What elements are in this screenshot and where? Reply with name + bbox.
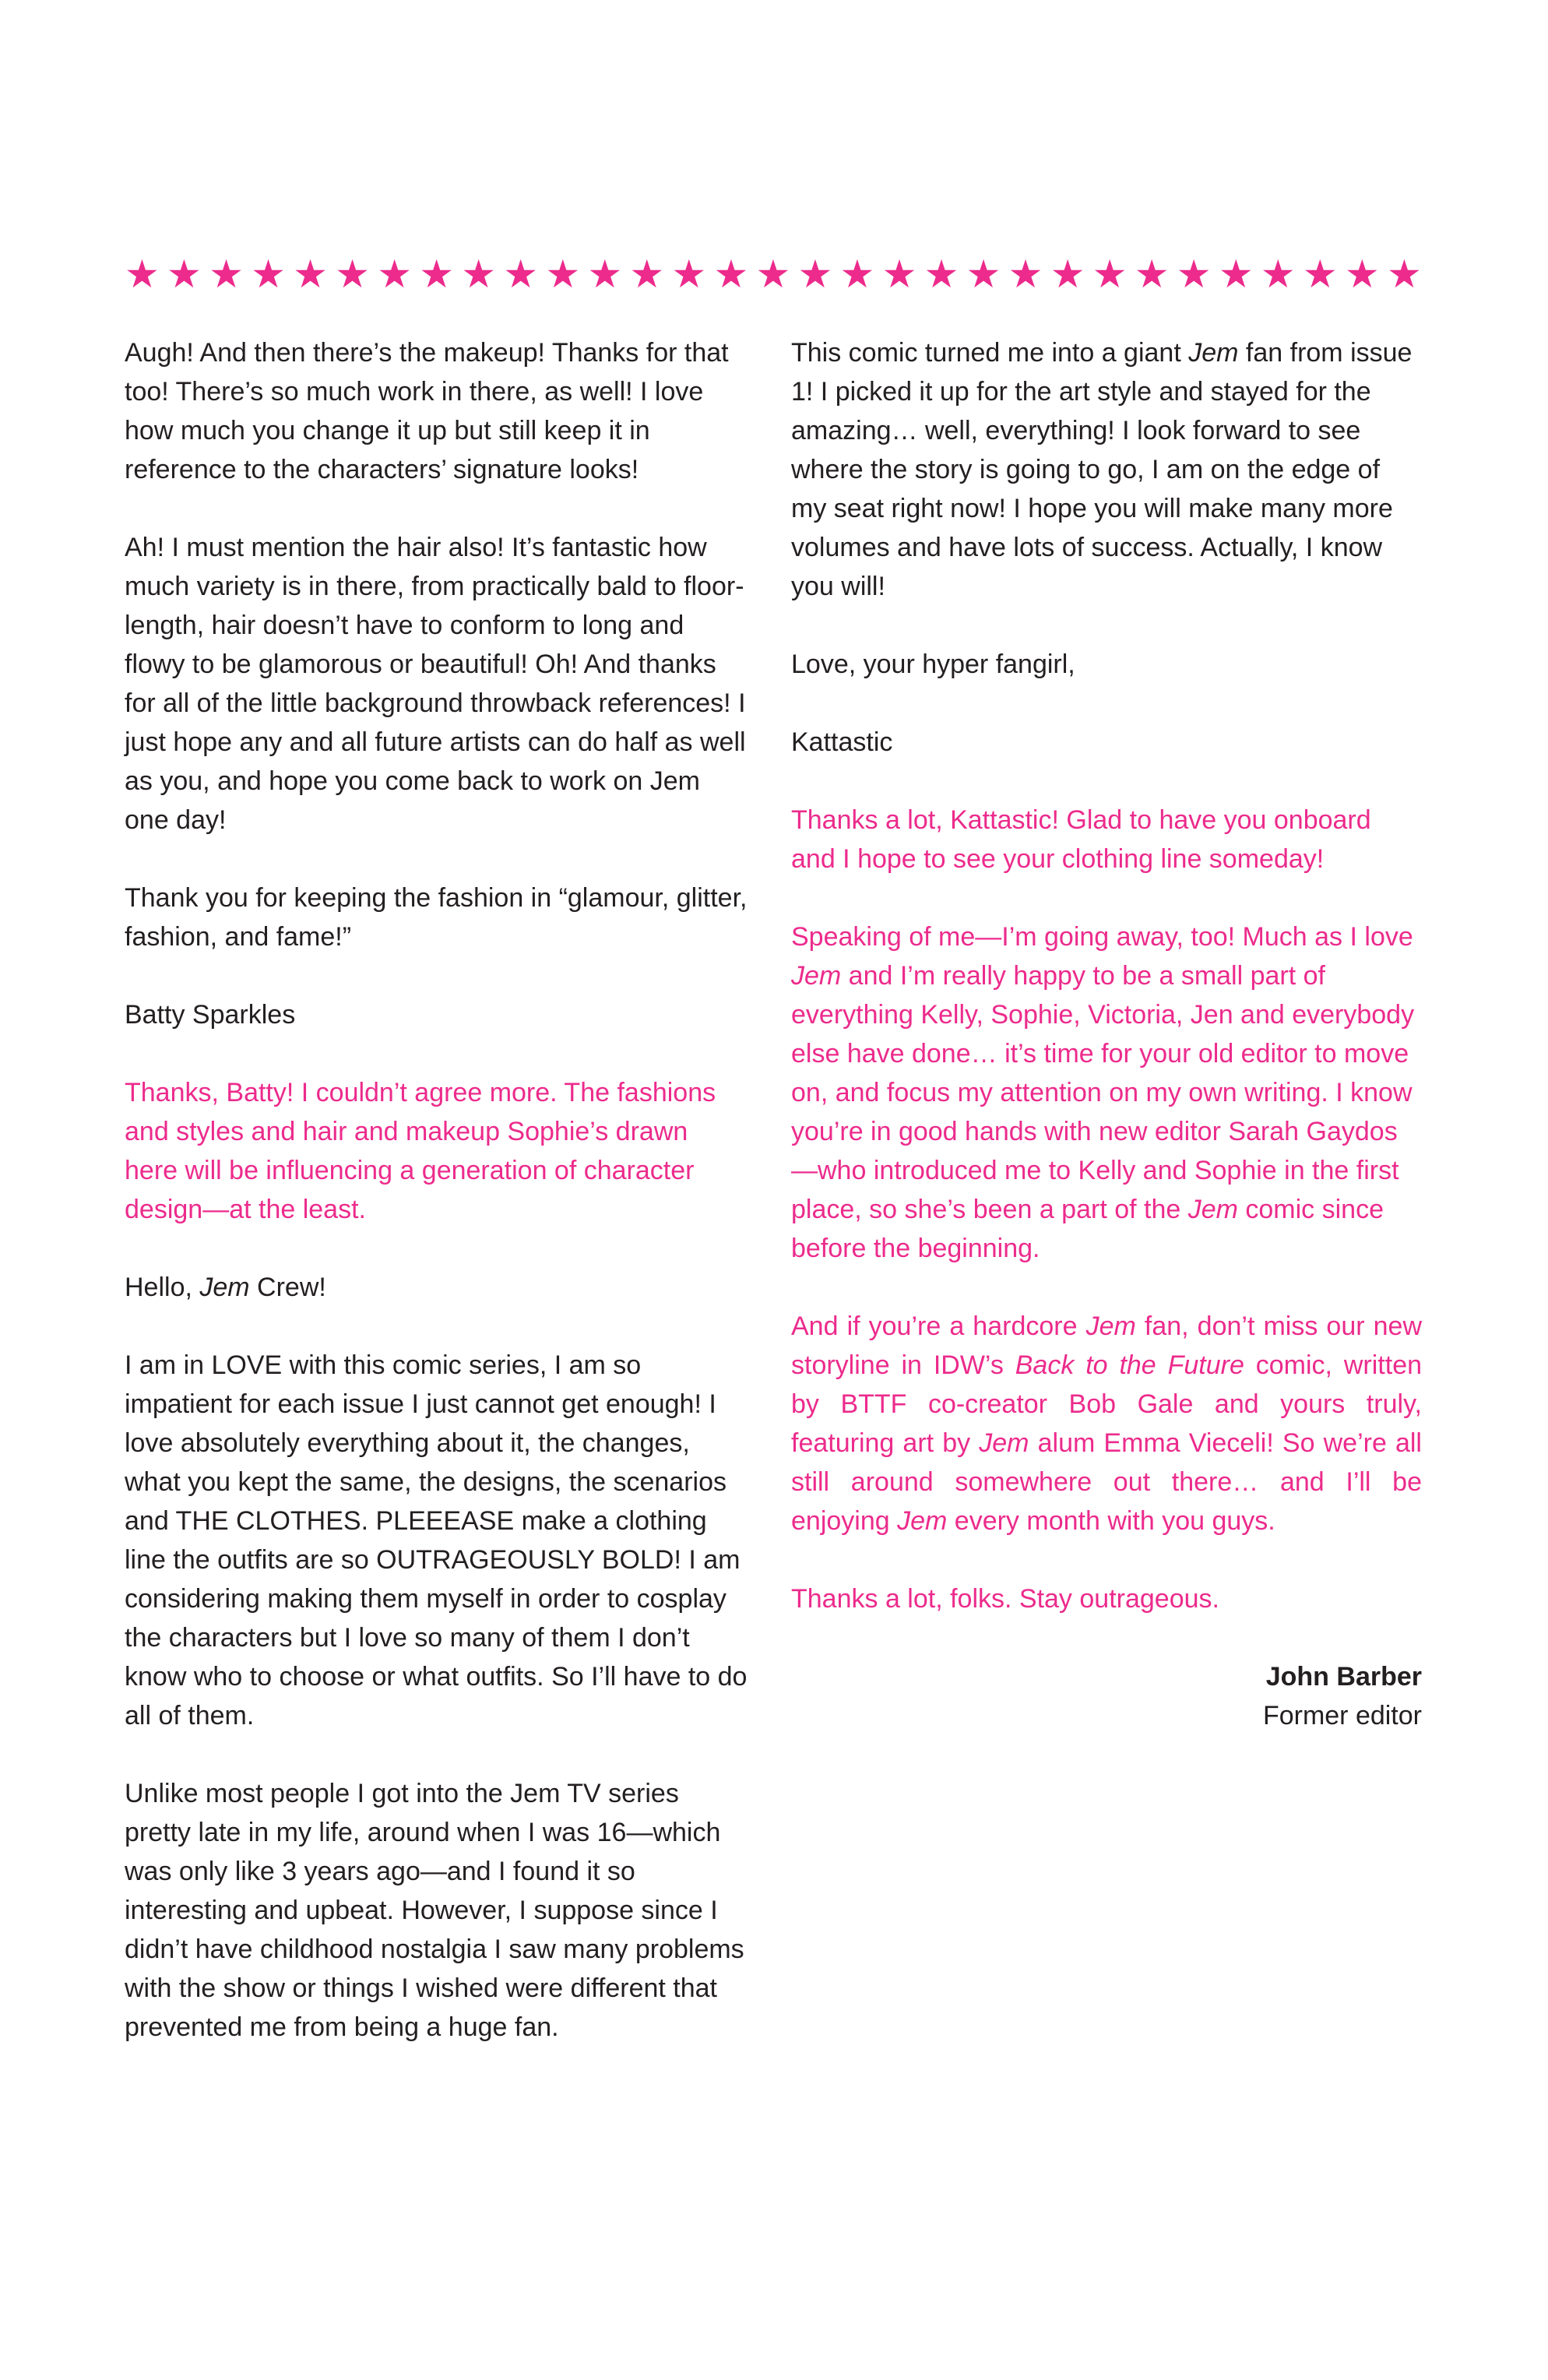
star-icon: ★ (713, 252, 749, 296)
star-icon: ★ (797, 252, 833, 296)
star-icon: ★ (167, 252, 202, 296)
star-icon: ★ (1050, 252, 1085, 296)
star-icon: ★ (545, 252, 581, 296)
editor-role: Former editor (1262, 1701, 1422, 1730)
star-icon: ★ (1260, 252, 1296, 296)
star-icon: ★ (629, 252, 665, 296)
star-icon: ★ (461, 252, 497, 296)
star-icon: ★ (755, 252, 791, 296)
editor-promo: And if you’re a hardcore Jem fan, don’t miss our new storyline in IDW’s Back to the Future comic, written by BTTF co-creator Bob Gale and yours truly, featuring art by Jem alum Emma Vieceli! So we’re all still around somewhere out there… and I’ll be enjoying Jem every month with you guys. (791, 1311, 1423, 1536)
left-column (125, 333, 748, 2086)
star-icon: ★ (293, 252, 328, 296)
star-icon: ★ (1176, 252, 1212, 296)
editor-signoff: Thanks a lot, folks. Stay outrageous. (791, 1584, 1219, 1614)
letter-closing: Love, your hyper fangirl, (791, 650, 1075, 679)
star-icon: ★ (966, 252, 1001, 296)
star-icon: ★ (335, 252, 370, 296)
star-icon: ★ (125, 252, 160, 296)
editor-reply: Thanks a lot, Kattastic! Glad to have you onboard and I hope to see your clothing line someday! (791, 805, 1371, 874)
letter-paragraph: Thank you for keeping the fashion in “glamour, glitter, fashion, and fame!” (125, 883, 748, 952)
letter-signature: Kattastic (791, 727, 893, 757)
star-divider (125, 251, 1422, 298)
letter-paragraph: This comic turned me into a giant Jem fan from issue 1! I picked it up for the art style and stayed for the amazing… well, everything! I look forward to see where the story is going to go, I am on the edge of my seat right now! I hope you will make many more volumes and have lots of success. Actually, I know you will! (791, 338, 1413, 601)
star-icon: ★ (924, 252, 959, 296)
star-icon: ★ (377, 252, 413, 296)
star-icon: ★ (419, 252, 455, 296)
star-icon: ★ (1092, 252, 1128, 296)
star-icon: ★ (839, 252, 875, 296)
letter-paragraph: Augh! And then there’s the makeup! Thanks for that too! There’s so much work in there, as well! I love how much you change it up but still keep it in reference to the characters’ signature looks! (125, 338, 729, 484)
editor-farewell: Speaking of me—I’m going away, too! Much as I love Jem and I’m really happy to be a small part of everything Kelly, Sophie, Victoria, Jen and everybody else have done… it’s time for your old editor to move on, and focus my attention on my own writing. I know you’re in good hands with new editor Sarah Gaydos—who introduced me to Kelly and Sophie in the first place, so she’s been a part of the Jem comic since before the beginning. (791, 922, 1415, 1263)
star-icon: ★ (1302, 252, 1338, 296)
right-column (791, 333, 1422, 1774)
star-icon: ★ (503, 252, 539, 296)
star-icon: ★ (1386, 252, 1422, 296)
editor-name: John Barber (1265, 1662, 1422, 1692)
star-icon: ★ (587, 252, 623, 296)
letter-greeting: Hello, Jem Crew! (125, 1273, 326, 1302)
letter-paragraph: Unlike most people I got into the Jem TV series pretty late in my life, around when I was 16—which was only like 3 years ago—and I found it so interesting and upbeat. However, I suppose since I didn’t have childhood nostalgia I saw many problems with the show or things I wished were different that prevented me from being a huge fan. (125, 1779, 744, 2042)
star-icon: ★ (1218, 252, 1254, 296)
star-icon: ★ (1344, 252, 1380, 296)
star-icon: ★ (671, 252, 707, 296)
star-icon: ★ (881, 252, 917, 296)
star-icon: ★ (1134, 252, 1170, 296)
letter-paragraph: I am in LOVE with this comic series, I am so impatient for each issue I just cannot get enough! I love absolutely everything about it, the changes, what you kept the same, the designs, the scenarios and THE CLOTHES. PLEEEASE make a clothing line the outfits are so OUTRAGEOUSLY BOLD! I am considering making them myself in order to cosplay the characters but I love so many of them I don’t know who to choose or what outfits. So I’ll have to do all of them. (125, 1350, 748, 1730)
editor-signature (791, 1657, 1422, 1735)
editor-reply: Thanks, Batty! I couldn’t agree more. The fashions and styles and hair and makeup Sophie’s drawn here will be influencing a generation of character design—at the least. (125, 1078, 716, 1224)
letter-signature: Batty Sparkles (125, 1000, 296, 1030)
star-icon: ★ (209, 252, 244, 296)
star-icon: ★ (251, 252, 286, 296)
star-icon: ★ (1008, 252, 1043, 296)
letter-paragraph: Ah! I must mention the hair also! It’s fantastic how much variety is in there, from practically bald to floor-length, hair doesn’t have to conform to long and flowy to be glamorous or beautiful! Oh! And thanks for all of the little background throwback references! I just hope any and all future artists can do half as well as you, and hope you come back to work on Jem one day! (125, 533, 746, 835)
